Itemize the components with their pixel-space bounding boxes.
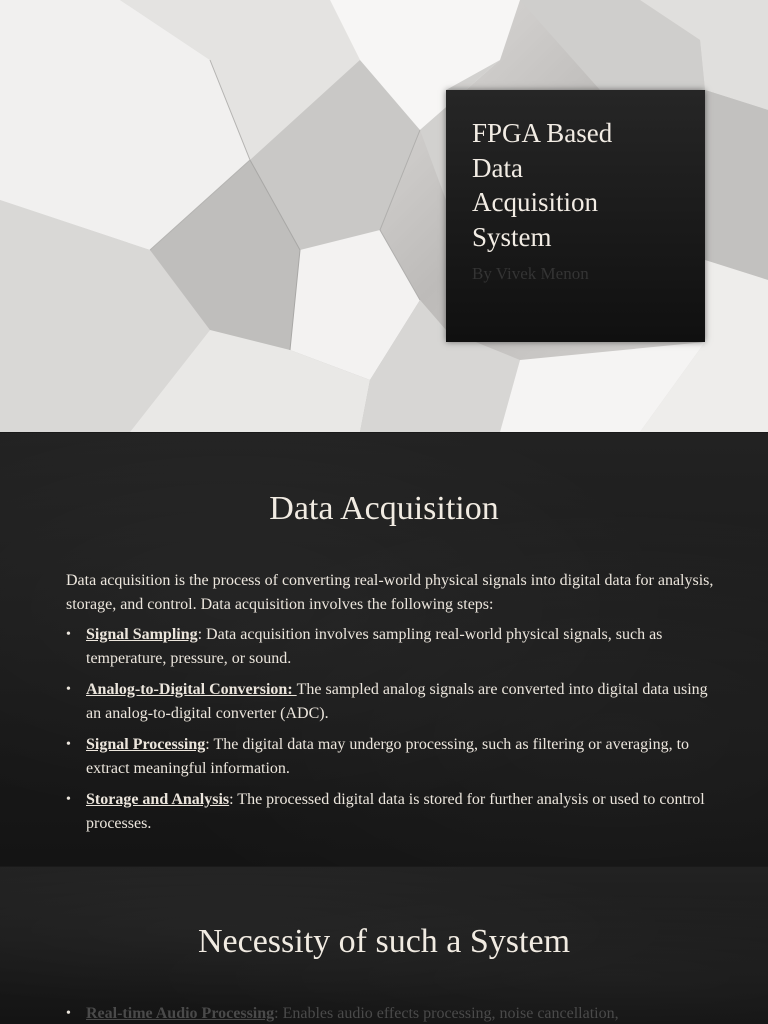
- bullet-term: Signal Sampling: [86, 626, 198, 643]
- bullet-text: : Data acquisition involves sampling real-world physical signals, such as temperature, pressure, or sound.: [86, 626, 663, 667]
- bullet-dot-icon: •: [66, 792, 71, 807]
- data-acquisition-slide: [0, 433, 768, 866]
- slide-title: Data Acquisition: [269, 490, 499, 527]
- bullet-item: [66, 788, 716, 835]
- intro-paragraph: Data acquisition is the process of converting real-world physical signals into digital data for analysis, storage, and control. Data acquisition involves the following steps:: [66, 572, 714, 613]
- bullet-dot-icon: •: [66, 737, 71, 752]
- slide-title: Necessity of such a System: [197, 923, 571, 960]
- title-slide: [0, 0, 768, 432]
- necessity-slide: [0, 867, 768, 1024]
- bullet-term: Analog-to-Digital Conversion:: [86, 681, 297, 698]
- presentation-title: FPGA Based Data Acquisition System: [472, 118, 613, 252]
- bullet-term: Signal Processing: [86, 736, 206, 753]
- bullet-list: [66, 1002, 716, 1024]
- bullet-text: The sampled analog signals are converted into digital data using an analog-to-digital converter (ADC).: [86, 681, 708, 722]
- bullet-item: [66, 733, 716, 780]
- bullet-item: [66, 623, 716, 670]
- author-byline: By Vivek Menon: [472, 264, 589, 283]
- bullet-list: [66, 623, 716, 843]
- bullet-dot-icon: •: [66, 1006, 71, 1021]
- bullet-text: : The processed digital data is stored for further analysis or used to control processes.: [86, 791, 705, 832]
- bullet-item: [66, 1002, 716, 1024]
- bullet-term: Real-time Audio Processing: [86, 1005, 275, 1022]
- title-box: [446, 90, 705, 342]
- bullet-item: [66, 678, 716, 725]
- bullet-text: : Enables audio effects processing, noise cancellation,: [274, 1005, 619, 1022]
- bullet-text: : The digital data may undergo processing, such as filtering or averaging, to extract meaningful information.: [86, 736, 690, 777]
- bullet-dot-icon: •: [66, 682, 71, 697]
- bullet-term: Storage and Analysis: [86, 791, 230, 808]
- bullet-dot-icon: •: [66, 627, 71, 642]
